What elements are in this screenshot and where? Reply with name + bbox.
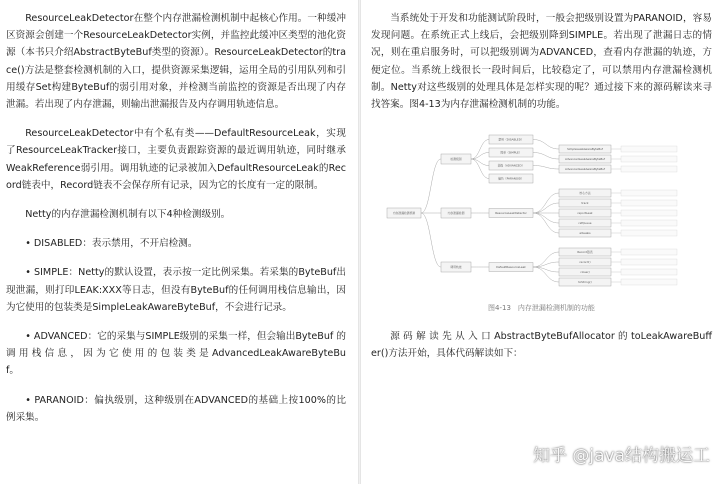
mindmap-note-edge-1-0 [533, 193, 559, 213]
right-page [361, 0, 720, 484]
bullet-disabled: • DISABLED：表示禁用，不开启检测。 [25, 238, 198, 250]
mindmap-child-0-3-label: 偏执（PARANOID） [497, 176, 524, 181]
mindmap-note-2-2-label: close() [579, 270, 590, 275]
bullet-paranoid: • PARANOID：偏执级别，这种级别在ADVANCED的基础上按100%的比例采集。 [6, 394, 346, 423]
mindmap-note-0-1-label: AdvancedLeakAwareByteBuf [564, 157, 605, 162]
mindmap-diagram [383, 129, 701, 297]
mindmap-note-0-2-label: AdvancedLeakAwareByteBuf [564, 167, 605, 172]
zhihu-watermark: 知乎 @java结构搬运工 [532, 446, 710, 466]
mindmap-note-1-4-label: allLeaks [578, 231, 591, 236]
mindmap-child-1-0-label: ResourceLeakDetector [494, 211, 527, 216]
mindmap-detail-2-2 [621, 269, 677, 275]
mindmap-detail-1-3 [621, 220, 677, 226]
mindmap-note-1-1-label: track [580, 201, 589, 206]
mindmap-branch-1-label: 内存泄漏检测 [447, 211, 464, 216]
mindmap-child-0-2-label: 高级（ADVANCED） [497, 163, 524, 168]
mindmap-note-edge-0-1 [533, 153, 559, 160]
mindmap-note-2-0-label: Record链表 [576, 250, 593, 255]
mindmap-note-edge-1-3 [533, 213, 559, 223]
mindmap-edge-0-2 [471, 159, 489, 166]
paragraph-detection-levels: Netty的内存泄漏检测机制有以下4种检测级别。 [25, 209, 231, 221]
figure-caption: 图4-13 内存泄漏检测机制的功能 [488, 304, 595, 313]
mindmap-child-2-0-label: DefaultResourceLeak [495, 265, 526, 270]
mindmap-edge-0-0 [471, 140, 489, 160]
mindmap-note-2-1-label: record() [578, 260, 591, 265]
mindmap-note-edge-0-2 [533, 166, 559, 170]
mindmap-branch-2-label: 调用轨迹 [449, 265, 462, 270]
mindmap-detail-1-4 [621, 230, 677, 236]
paragraph-default-resource-leak: ResourceLeakDetector中有个私有类——DefaultResourceLeak，实现了ResourceLeakTracker接口，主要负责跟踪资源的最近调用轨迹，同时继承WeakReference弱引用。调用轨迹的记录被加入DefaultResourceLeak的Record链表中，Record链表不会保存所有记录，因为它的长度有一定的限制。 [6, 128, 346, 191]
mindmap-detail-1-1 [621, 200, 677, 206]
mindmap-note-1-2-label: reportLeak [576, 211, 593, 216]
mindmap-child-0-1-label: 简单（SIMPLE） [499, 150, 522, 155]
mindmap-note-2-3-label: toString() [577, 280, 592, 285]
mindmap-edge-root-0 [421, 159, 441, 213]
mindmap-detail-2-0 [621, 249, 677, 255]
mindmap-note-edge-1-1 [533, 203, 559, 213]
left-page [0, 0, 358, 484]
mindmap-detail-2-1 [621, 259, 677, 265]
mindmap-detail-0-2 [621, 166, 677, 172]
mindmap-note-1-0-label: 核心方法 [578, 191, 591, 196]
mindmap-detail-1-0 [621, 190, 677, 196]
mindmap-detail-0-0 [621, 146, 677, 152]
mindmap-note-edge-1-4 [533, 213, 559, 233]
mindmap-branch-0-label: 检测级别 [449, 157, 462, 162]
mindmap-edge-root-2 [421, 213, 441, 267]
paragraph-level-usage: 当系统处于开发和功能测试阶段时，一般会把级别设置为PARANOID，容易发现问题。在系统正式上线后，会把级别降到SIMPLE。若出现了泄漏日志的情况，则在重启服务时，可以把级别调为ADVANCED，查看内存泄漏的轨迹，方便定位。当系统上线很长一段时间后，比较稳定了，可以禁用内存泄漏检测机制。Netty对这些级别的处理具体是怎样实现的呢？通过接下来的源码解读来寻找答案。图4-13为内存泄漏检测机制的功能。 [371, 13, 712, 111]
figure-leak-detection-mindmap [383, 129, 701, 297]
mindmap-note-0-0-label: SimpleLeakAwareByteBuf [566, 147, 603, 152]
mindmap-detail-2-3 [621, 279, 677, 285]
bullet-simple: • SIMPLE：Netty的默认设置，表示按一定比例采集。若采集的ByteBuf出现泄漏，则打印LEAK:XXX等日志，但没有ByteBuf的任何调用栈信息输出，因为它使用的包装类是SimpleLeakAwareByteBuf，不会进行记录。 [6, 267, 346, 313]
mindmap-note-1-3-label: refQueue [578, 221, 591, 226]
mindmap-note-edge-0-0 [533, 140, 559, 150]
paragraph-source-intro: 源 码 解 读 先 从 入 口 AbstractByteBufAllocator 的 toLeakAwareBuffer()方法开始，具体代码解读如下： [371, 331, 712, 360]
mindmap-root-label: 内存泄漏检测机制 [392, 211, 415, 216]
mindmap-detail-0-1 [621, 156, 677, 162]
mindmap-child-0-0-label: 禁用（DISABLED） [497, 137, 524, 142]
bullet-advanced: • ADVANCED：它的采集与SIMPLE级别的采集一样，但会输出ByteBuf 的 调 用 栈 信 息 ， 因 为 它 使 用 的 包 装 类 是 AdvancedLeakAwareByteBuf。 [6, 331, 346, 377]
mindmap-edge-0-1 [471, 153, 489, 160]
mindmap-edge-0-3 [471, 159, 489, 179]
mindmap-detail-1-2 [621, 210, 677, 216]
paragraph-resource-leak-detector: ResourceLeakDetector在整个内存泄漏检测机制中起核心作用。一种缓冲区资源会创建一个ResourceLeakDetector实例，并监控此缓冲区类型的池化资源（本书只介绍AbstractByteBuf类型的资源）。ResourceLeakDetector的trace()方法是整套检测机制的入口，提供资源采集逻辑，运用全局的引用队列和引用缓存Set构建ByteBuf的弱引用对象，并检测当前监控的资源是否出现了内存泄漏。若出现了内存泄漏，则输出泄漏报告及内存调用轨迹信息。 [6, 13, 346, 111]
